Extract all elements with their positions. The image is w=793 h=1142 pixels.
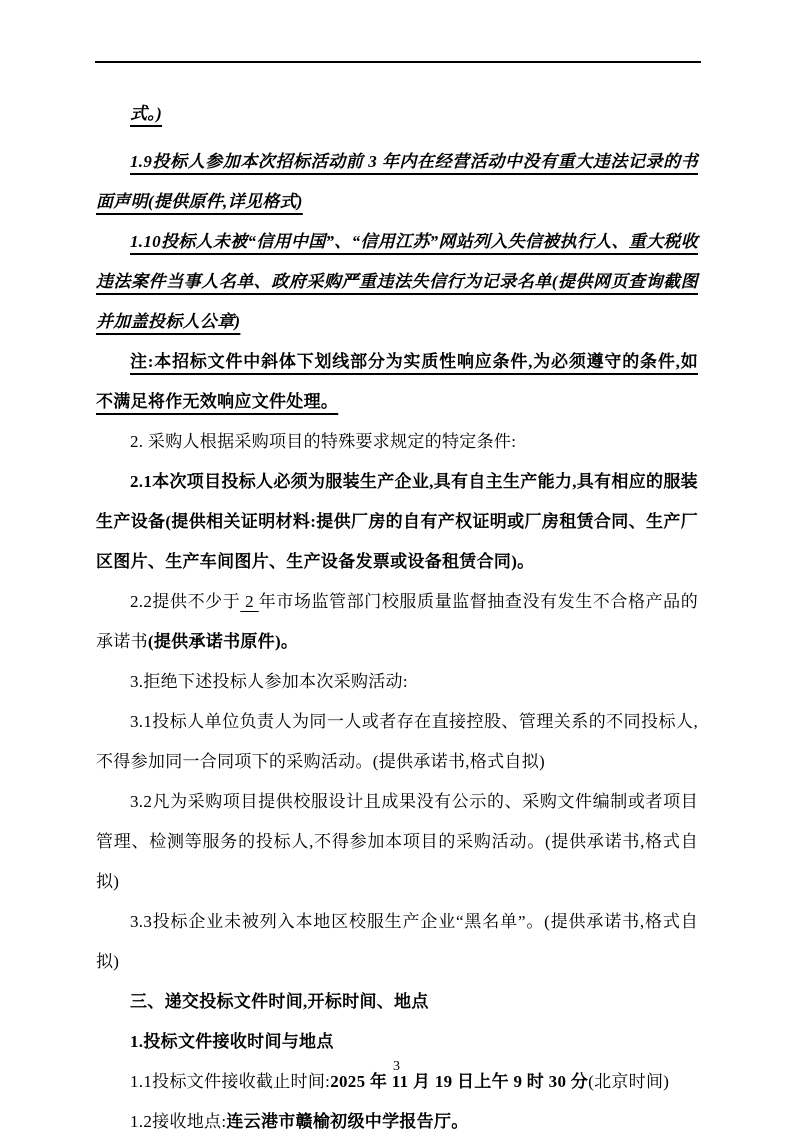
clause-2-2-years-underlined: 2 bbox=[240, 592, 259, 611]
clause-3-3: 3.3投标企业未被列入本地区校服生产企业“黑名单”。(提供承诺书,格式自拟) bbox=[96, 912, 698, 971]
clause-1-2-prefix: 1.2接收地点: bbox=[130, 1112, 227, 1131]
note-clause: 注:本招标文件中斜体下划线部分为实质性响应条件,为必须遵守的条件,如不满足将作无效响应文件处理。 bbox=[96, 352, 698, 411]
clause-2: 2. 采购人根据采购项目的特殊要求规定的特定条件: bbox=[130, 432, 517, 451]
header-divider bbox=[95, 61, 701, 63]
clause-1-9: 1.9投标人参加本次招标活动前 3 年内在经营活动中没有重大违法记录的书面声明(提供原件,详见格式) bbox=[96, 152, 698, 211]
clause-2-2 bbox=[96, 582, 698, 662]
clause-2-2-middle: 年市场监管部门校服质量监督抽查没有发生不合格产品的承诺书 bbox=[96, 592, 698, 651]
clause-3-1: 3.1投标人单位负责人为同一人或者存在直接控股、管理关系的不同投标人,不得参加同一合同项下的采购活动。(提供承诺书,格式自拟) bbox=[96, 712, 698, 771]
section-heading-submission: 三、递交投标文件时间,开标时间、地点 bbox=[130, 992, 429, 1011]
clause-3-2: 3.2凡为采购项目提供校服设计且成果没有公示的、采购文件编制或者项目管理、检测等服务的投标人,不得参加本项目的采购活动。(提供承诺书,格式自拟) bbox=[96, 792, 698, 891]
clause-1-1-deadline-bold: 2025 年 11 月 19 日上午 9 时 30 分 bbox=[330, 1072, 589, 1091]
sub-heading-receive-time-place: 1.投标文件接收时间与地点 bbox=[130, 1032, 334, 1051]
clause-3: 3.拒绝下述投标人参加本次采购活动: bbox=[130, 672, 408, 691]
clause-1-2-location-bold: 连云港市赣榆初级中学报告厅。 bbox=[226, 1112, 469, 1131]
page-number: 3 bbox=[393, 1059, 400, 1074]
clause-location-1-2 bbox=[96, 1102, 698, 1142]
paragraph-continuation: 式。) bbox=[130, 104, 163, 123]
clause-1-1-suffix: (北京时间) bbox=[588, 1072, 670, 1091]
clause-1-10: 1.10投标人未被“信用中国”、“信用江苏”网站列入失信被执行人、重大税收违法案件当事人名单、政府采购严重违法失信行为记录名单(提供网页查询截图并加盖投标人公章) bbox=[96, 232, 698, 331]
clause-2-1: 2.1本次项目投标人必须为服装生产企业,具有自主生产能力,具有相应的服装生产设备(提供相关证明材料:提供厂房的自有产权证明或厂房租赁合同、生产厂区图片、生产车间图片、生产设备发票或设备租赁合同)。 bbox=[96, 472, 698, 571]
clause-2-2-prefix: 2.2提供不少于 bbox=[130, 592, 241, 611]
clause-2-2-bold-suffix: (提供承诺书原件)。 bbox=[147, 632, 299, 651]
clause-1-1-prefix: 1.1投标文件接收截止时间: bbox=[130, 1072, 331, 1091]
document-body bbox=[96, 94, 698, 1142]
